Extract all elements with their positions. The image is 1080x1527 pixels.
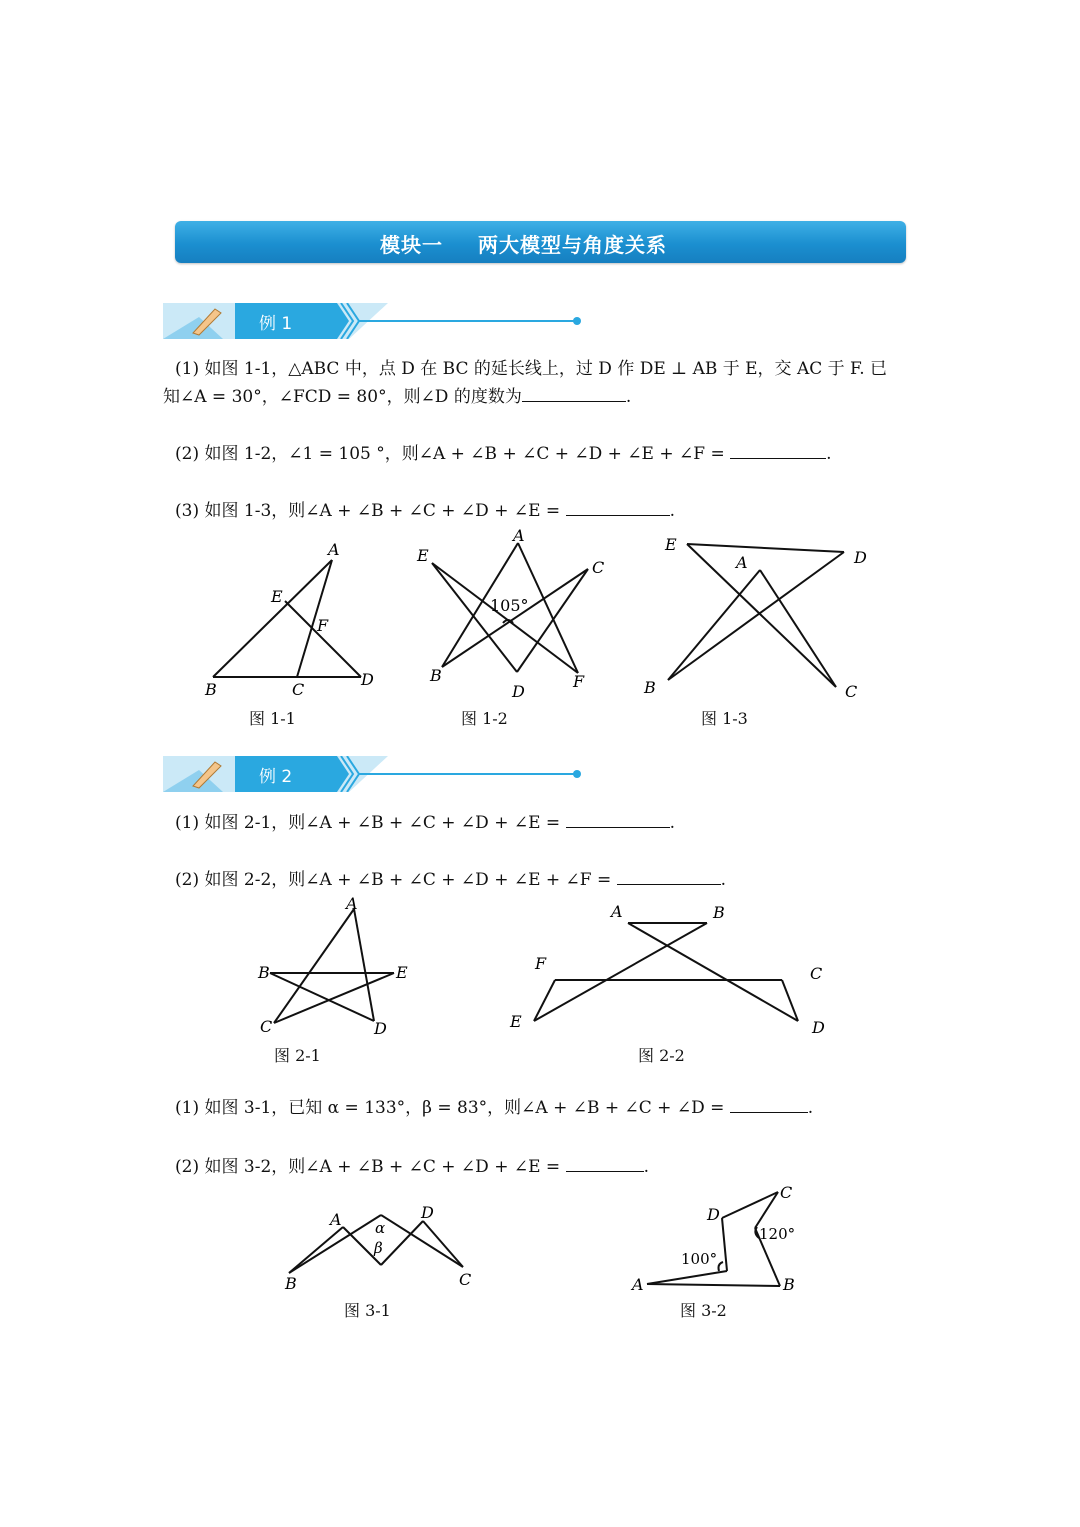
example-tab-graphic	[163, 756, 593, 792]
ex2-q2: (2) 如图 2-2，则∠A + ∠B + ∠C + ∠D + ∠E + ∠F = .	[175, 866, 726, 894]
label-F: F	[573, 672, 585, 691]
ex1-q1-line1: (1) 如图 1-1，△ABC 中，点 D 在 BC 的延长线上，过 D 作 DE ⊥ AB 于 E，交 AC 于 F. 已	[175, 359, 888, 379]
caption-2-1: 图 2-1	[274, 1046, 321, 1065]
label-D: D	[374, 1019, 387, 1038]
example-label: 例 1	[259, 314, 293, 334]
ex3-q2: (2) 如图 3-2，则∠A + ∠B + ∠C + ∠D + ∠E = .	[175, 1153, 649, 1181]
label-F: F	[317, 616, 329, 635]
ex1-q1-line2: 知∠A = 30°，∠FCD = 80°，则∠D 的度数为 .	[163, 383, 631, 411]
example-label: 例 2	[259, 767, 293, 787]
label-C: C	[459, 1270, 472, 1289]
answer-blank[interactable]	[566, 497, 670, 516]
label-B: B	[258, 963, 270, 982]
figure-1-2	[410, 525, 620, 700]
beta-label: β	[374, 1239, 383, 1257]
label-F: F	[535, 954, 547, 973]
label-A: A	[346, 894, 358, 913]
caption-1-1: 图 1-1	[249, 709, 296, 728]
figure-2-2	[500, 893, 840, 1043]
label-D: D	[361, 670, 374, 689]
alpha-label: α	[375, 1219, 386, 1237]
label-C: C	[810, 964, 823, 983]
answer-blank[interactable]	[730, 1094, 808, 1113]
label-A: A	[328, 540, 340, 559]
angle-120-label: 120°	[759, 1225, 796, 1243]
label-C: C	[780, 1183, 793, 1202]
angle-100-label: 100°	[681, 1250, 718, 1268]
label-E: E	[510, 1012, 522, 1031]
label-C: C	[845, 682, 858, 701]
figure-1-1	[195, 535, 395, 705]
caption-3-1: 图 3-1	[344, 1301, 391, 1320]
caption-2-2: 图 2-2	[638, 1046, 685, 1065]
label-E: E	[271, 587, 283, 606]
label-B: B	[285, 1274, 297, 1293]
ex1-q2: (2) 如图 1-2，∠1 = 105 °，则∠A + ∠B + ∠C + ∠D + ∠E + ∠F = .	[175, 440, 832, 468]
label-B: B	[644, 678, 656, 697]
label-C: C	[260, 1017, 273, 1036]
answer-blank[interactable]	[617, 866, 721, 885]
label-A: A	[513, 526, 525, 545]
answer-blank[interactable]	[566, 809, 670, 828]
caption-3-2: 图 3-2	[680, 1301, 727, 1320]
caption-1-2: 图 1-2	[461, 709, 508, 728]
example-tab-graphic	[163, 303, 593, 339]
label-D: D	[421, 1203, 434, 1222]
module-banner	[175, 221, 906, 263]
label-A: A	[736, 553, 748, 572]
example-2-header	[163, 756, 593, 792]
answer-blank[interactable]	[730, 440, 826, 459]
module-title: 两大模型与角度关系	[478, 233, 667, 257]
label-D: D	[812, 1018, 825, 1037]
module-number: 模块一	[380, 233, 443, 257]
label-E: E	[396, 963, 408, 982]
label-C: C	[592, 558, 605, 577]
label-B: B	[205, 680, 217, 699]
label-A: A	[330, 1210, 342, 1229]
ex2-q1: (1) 如图 2-1，则∠A + ∠B + ∠C + ∠D + ∠E = .	[175, 809, 675, 837]
angle-label: 105°	[490, 596, 529, 615]
label-B: B	[713, 903, 725, 922]
answer-blank[interactable]	[566, 1153, 644, 1172]
ex1-q3: (3) 如图 1-3，则∠A + ∠B + ∠C + ∠D + ∠E = .	[175, 497, 675, 525]
answer-blank[interactable]	[522, 383, 626, 402]
figure-2-1	[250, 893, 430, 1043]
label-A: A	[632, 1275, 644, 1294]
ex3-q1: (1) 如图 3-1，已知 α = 133°，β = 83°，则∠A + ∠B + ∠C + ∠D = .	[175, 1094, 813, 1122]
label-C: C	[292, 680, 305, 699]
label-B: B	[430, 666, 442, 685]
label-D: D	[707, 1205, 720, 1224]
figure-3-2	[625, 1178, 825, 1298]
label-D: D	[854, 548, 867, 567]
figure-1-3	[640, 530, 880, 705]
label-A: A	[611, 902, 623, 921]
label-B: B	[783, 1275, 795, 1294]
label-E: E	[417, 546, 429, 565]
label-E: E	[665, 535, 677, 554]
figure-3-1	[275, 1195, 495, 1300]
caption-1-3: 图 1-3	[701, 709, 748, 728]
label-D: D	[512, 682, 525, 700]
example-1-header	[163, 303, 593, 339]
